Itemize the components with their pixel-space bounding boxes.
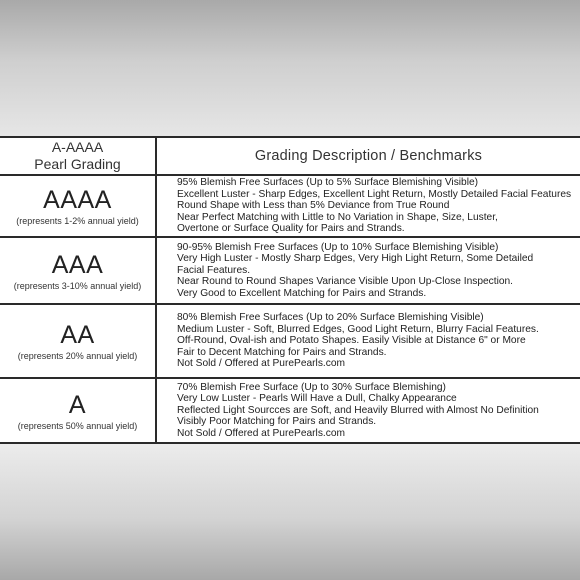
header-grade-subtitle: Pearl Grading	[34, 156, 121, 172]
column-divider	[155, 379, 157, 442]
description-cell	[177, 238, 574, 303]
description-line: Visibly Poor Matching for Pairs and Strands.	[177, 416, 377, 428]
header-grade-title: A-AAAA	[51, 139, 104, 155]
description-line: Excellent Luster - Sharp Edges, Excellent Light Return, Mostly Detailed Facial Features	[177, 188, 572, 200]
description-line: Round Shape with Less than 5% Deviance from True Round	[177, 200, 450, 212]
description-line: Near Perfect Matching with Little to No Variation in Shape, Size, Luster,	[177, 211, 498, 223]
description-line: Fair to Decent Matching for Pairs and Strands.	[177, 346, 387, 358]
grade-cell	[0, 305, 155, 377]
description-line: 70% Blemish Free Surface (Up to 30% Surface Blemishing)	[177, 381, 446, 393]
description-cell	[177, 176, 574, 236]
grade-yield: (represents 50% annual yield)	[17, 420, 138, 431]
grade-label: AAAA	[43, 186, 112, 214]
pearl-grading-table	[0, 136, 580, 444]
header-grade-cell	[0, 138, 155, 174]
column-divider	[155, 238, 157, 303]
top-background-band	[0, 0, 580, 136]
description-cell	[177, 379, 574, 442]
grade-yield: (represents 1-2% annual yield)	[16, 216, 139, 226]
description-line: Medium Luster - Soft, Blurred Edges, Good Light Return, Blurry Facial Features.	[177, 323, 539, 335]
table-row-aaa	[0, 238, 580, 305]
description-line: Near Round to Round Shapes Variance Visible Upon Up-Close Inspection.	[177, 276, 514, 288]
description-line: Not Sold / Offered at PurePearls.com	[177, 427, 345, 439]
description-line: Very Low Luster - Pearls Will Have a Dull, Chalky Appearance	[177, 393, 457, 405]
description-line: Reflected Light Sourcces are Soft, and Heavily Blurred with Almost No Definition	[177, 404, 539, 416]
column-divider	[155, 305, 157, 377]
description-line: Very Good to Excellent Matching for Pairs and Strands.	[177, 287, 427, 299]
grade-cell	[0, 176, 155, 236]
table-row-aa	[0, 305, 580, 379]
grade-cell	[0, 379, 155, 442]
bottom-background-band	[0, 444, 580, 580]
table-row-a	[0, 379, 580, 442]
header-description-title: Grading Description / Benchmarks	[254, 148, 483, 164]
column-divider	[155, 176, 157, 236]
description-line: Facial Features.	[177, 264, 251, 276]
grade-label: A	[68, 390, 87, 419]
grade-cell	[0, 238, 155, 303]
description-line: Not Sold / Offered at PurePearls.com	[177, 358, 345, 370]
description-cell	[177, 305, 574, 377]
header-description-cell	[157, 138, 580, 174]
description-line: 80% Blemish Free Surfaces (Up to 20% Surface Blemishing Visible)	[177, 312, 484, 324]
grade-label: AA	[60, 321, 95, 349]
grade-yield: (represents 3-10% annual yield)	[13, 280, 142, 291]
description-line: Off-Round, Oval-ish and Potato Shapes. Easily Visible at Distance 6" or More	[177, 335, 526, 347]
grade-label: AAA	[51, 250, 104, 279]
table-row-aaaa	[0, 176, 580, 238]
description-line: Very High Luster - Mostly Sharp Edges, Very High Light Return, Some Detailed	[177, 253, 534, 265]
grade-yield: (represents 20% annual yield)	[17, 351, 138, 361]
description-line: Overtone or Surface Quality for Pairs and Strands.	[177, 223, 405, 235]
table-header-row	[0, 138, 580, 176]
description-line: 95% Blemish Free Surfaces (Up to 5% Surface Blemishing Visible)	[177, 177, 479, 189]
description-line: 90-95% Blemish Free Surfaces (Up to 10% Surface Blemishing Visible)	[177, 241, 499, 253]
